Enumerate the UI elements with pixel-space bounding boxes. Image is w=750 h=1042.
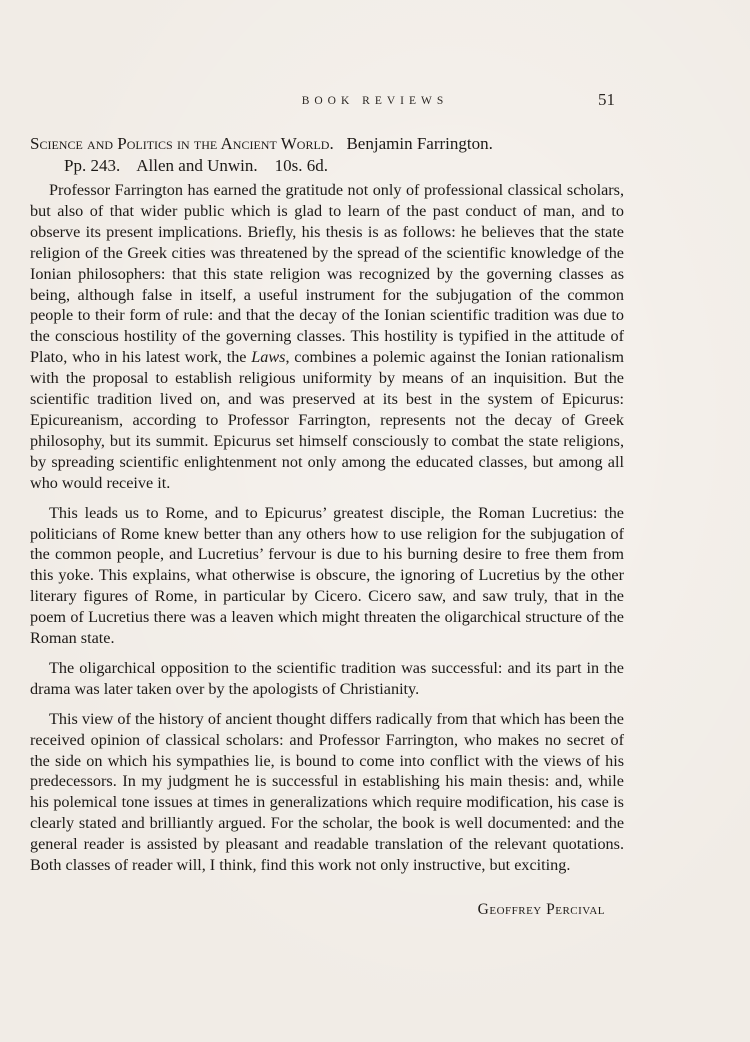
- paragraph-3: The oligarchical opposition to the scientific tradition was successful: and its part in the drama was later taken over by the apologists of Christianity.: [30, 658, 624, 698]
- paragraph-1-part-a: Professor Farrington has earned the gratitude not only of professional classical scholars, but also of that wider public which is glad to learn of the past conduct of man, and to observe its present implications. Briefly, his thesis is as follows: he believes that the state religion of the Greek cities was threatened by the spread of the scientific knowledge of the Ionian philosophers: that this state religion was recognized by the governing classes as being, although false in itself, a useful instrument for the subjugation of the common people to their form of rule: and that the decay of the Ionian scientific tradition was due to the conscious hostility of the governing classes. This hostility is typified in the attitude of Plato, who in his latest work, the: [30, 181, 624, 367]
- book-publisher: Allen and Unwin.: [136, 156, 258, 175]
- paragraph-1-part-b: , combines a polemic against the Ionian rationalism with the proposal to establish religious uniformity by means of an inquisition. But the scientific tradition lived on, and was preserved at its best in the system of Epicurus: Epicureanism, according to Professor Farrington, represents not the decay of Greek philosophy, but its summit. Epicurus set himself consciously to combat the state religions, by spreading scientific enlightenment not only among the educated classes, but among all who would receive it.: [30, 348, 624, 492]
- book-title: Science and Politics in the Ancient World.: [30, 134, 334, 153]
- review-body: [30, 180, 624, 885]
- laws-italic: Laws: [251, 348, 286, 367]
- paragraph-2: This leads us to Rome, and to Epicurus’ greatest disciple, the Roman Lucretius: the politicians of Rome knew better than any others how to use religion for the subjugation of the common people, and Lucretius’ fervour is due to his burning desire to free them from this yoke. This explains, what otherwise is obscure, the ignoring of Lucretius by the other literary figures of Rome, in particular by Cicero. Cicero saw, and saw truly, that in the poem of Lucretius there was a leaven which might threaten the oligarchical structure of the Roman state.: [30, 503, 624, 648]
- paragraph-1: [30, 180, 624, 494]
- book-pages: Pp. 243.: [64, 156, 121, 175]
- page-number: 51: [598, 90, 615, 109]
- running-head: BOOK REVIEWS: [301, 95, 449, 107]
- reviewer-signature: Geoffrey Percival: [477, 901, 605, 918]
- paragraph-4: This view of the history of ancient thought differs radically from that which has been the received opinion of classical scholars: and Professor Farrington, who makes no secret of the side on which his sympathies lie, is bound to come into conflict with the views of his predecessors. In my judgment he is successful in establishing his main thesis: and, while his polemical tone issues at times in generalizations which require modification, his case is clearly stated and brilliantly argued. For the scholar, the book is well documented: and the general reader is assisted by pleasant and readable translation of the relevant quotations. Both classes of reader will, I think, find this work not only instructive, but exciting.: [30, 709, 624, 875]
- book-citation: [30, 133, 730, 177]
- book-price: 10s. 6d.: [274, 156, 328, 175]
- book-author: Benjamin Farrington.: [346, 134, 493, 153]
